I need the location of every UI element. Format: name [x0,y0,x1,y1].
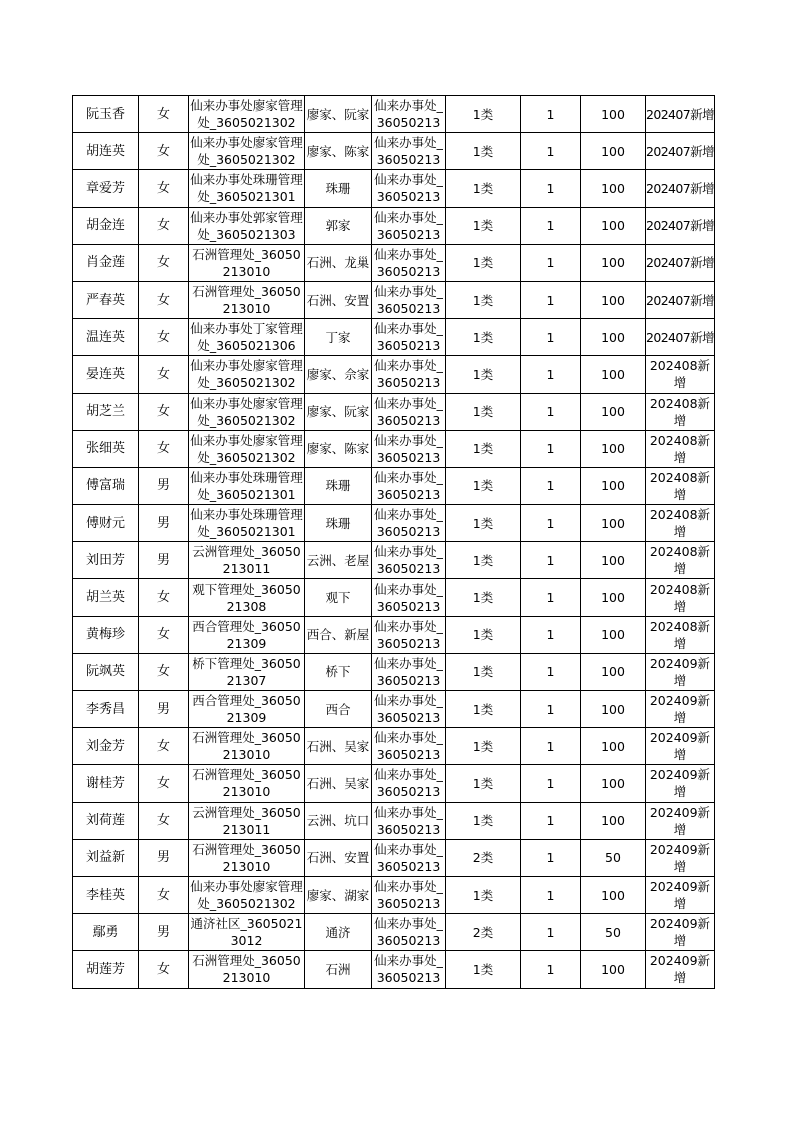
category-cell: 1类 [446,579,521,616]
office-cell: 仙来办事处_36050213 [372,653,446,690]
office-cell: 仙来办事处_36050213 [372,207,446,244]
amount-cell: 100 [581,244,646,281]
village-cell: 丁家 [305,319,372,356]
table-row [73,653,715,690]
management-unit-cell: 通济社区_36050213012 [189,914,305,951]
category-cell: 1类 [446,653,521,690]
count-cell: 1 [521,96,581,133]
gender-cell: 女 [139,393,189,430]
management-unit-cell: 石洲管理处_36050213010 [189,765,305,802]
table-row [73,914,715,951]
management-unit-cell: 石洲管理处_36050213010 [189,281,305,318]
village-cell: 西合、新屋 [305,616,372,653]
management-unit-cell: 云洲管理处_36050213011 [189,802,305,839]
management-unit-cell: 西合管理处_3605021309 [189,691,305,728]
table-row [73,505,715,542]
amount-cell: 50 [581,839,646,876]
category-cell: 1类 [446,170,521,207]
village-cell: 石洲、吴家 [305,728,372,765]
office-cell: 仙来办事处_36050213 [372,393,446,430]
gender-cell: 男 [139,505,189,542]
management-unit-cell: 石洲管理处_36050213010 [189,951,305,988]
table-row [73,133,715,170]
note-cell: 202408新增 [646,505,715,542]
office-cell: 仙来办事处_36050213 [372,542,446,579]
note-cell: 202408新增 [646,393,715,430]
gender-cell: 女 [139,579,189,616]
office-cell: 仙来办事处_36050213 [372,876,446,913]
gender-cell: 男 [139,542,189,579]
table-row [73,951,715,988]
management-unit-cell: 仙来办事处珠珊管理处_3605021301 [189,505,305,542]
amount-cell: 100 [581,802,646,839]
note-cell: 202407新增 [646,170,715,207]
gender-cell: 男 [139,914,189,951]
village-cell: 珠珊 [305,467,372,504]
count-cell: 1 [521,542,581,579]
management-unit-cell: 仙来办事处珠珊管理处_3605021301 [189,170,305,207]
gender-cell: 女 [139,244,189,281]
management-unit-cell: 仙来办事处廖家管理处_3605021302 [189,96,305,133]
table-row [73,207,715,244]
count-cell: 1 [521,914,581,951]
office-cell: 仙来办事处_36050213 [372,579,446,616]
name-cell: 胡连英 [73,133,139,170]
count-cell: 1 [521,356,581,393]
table-row [73,430,715,467]
office-cell: 仙来办事处_36050213 [372,616,446,653]
management-unit-cell: 仙来办事处廖家管理处_3605021302 [189,393,305,430]
table-row [73,467,715,504]
gender-cell: 女 [139,728,189,765]
table-row [73,244,715,281]
village-cell: 廖家、佘家 [305,356,372,393]
note-cell: 202408新增 [646,356,715,393]
village-cell: 观下 [305,579,372,616]
category-cell: 1类 [446,356,521,393]
gender-cell: 女 [139,96,189,133]
table-row [73,728,715,765]
count-cell: 1 [521,691,581,728]
amount-cell: 100 [581,96,646,133]
category-cell: 1类 [446,728,521,765]
name-cell: 黄梅珍 [73,616,139,653]
name-cell: 胡金连 [73,207,139,244]
amount-cell: 100 [581,170,646,207]
count-cell: 1 [521,430,581,467]
count-cell: 1 [521,839,581,876]
village-cell: 珠珊 [305,170,372,207]
category-cell: 2类 [446,839,521,876]
gender-cell: 女 [139,951,189,988]
village-cell: 通济 [305,914,372,951]
count-cell: 1 [521,876,581,913]
village-cell: 廖家、湖家 [305,876,372,913]
category-cell: 1类 [446,951,521,988]
village-cell: 珠珊 [305,505,372,542]
gender-cell: 男 [139,691,189,728]
count-cell: 1 [521,728,581,765]
office-cell: 仙来办事处_36050213 [372,914,446,951]
office-cell: 仙来办事处_36050213 [372,728,446,765]
table-row [73,319,715,356]
note-cell: 202409新增 [646,728,715,765]
gender-cell: 女 [139,430,189,467]
village-cell: 云洲、坑口 [305,802,372,839]
category-cell: 2类 [446,914,521,951]
note-cell: 202407新增 [646,207,715,244]
category-cell: 1类 [446,281,521,318]
management-unit-cell: 仙来办事处郭家管理处_3605021303 [189,207,305,244]
management-unit-cell: 石洲管理处_36050213010 [189,839,305,876]
table-row [73,356,715,393]
count-cell: 1 [521,281,581,318]
office-cell: 仙来办事处_36050213 [372,951,446,988]
gender-cell: 女 [139,765,189,802]
count-cell: 1 [521,765,581,802]
name-cell: 胡芝兰 [73,393,139,430]
amount-cell: 100 [581,207,646,244]
name-cell: 章爱芳 [73,170,139,207]
office-cell: 仙来办事处_36050213 [372,170,446,207]
amount-cell: 100 [581,542,646,579]
name-cell: 胡兰英 [73,579,139,616]
count-cell: 1 [521,616,581,653]
gender-cell: 女 [139,207,189,244]
note-cell: 202409新增 [646,653,715,690]
village-cell: 廖家、陈家 [305,133,372,170]
count-cell: 1 [521,244,581,281]
office-cell: 仙来办事处_36050213 [372,691,446,728]
village-cell: 石洲、安置 [305,839,372,876]
village-cell: 云洲、老屋 [305,542,372,579]
note-cell: 202409新增 [646,691,715,728]
note-cell: 202407新增 [646,281,715,318]
gender-cell: 女 [139,356,189,393]
name-cell: 张细英 [73,430,139,467]
management-unit-cell: 桥下管理处_3605021307 [189,653,305,690]
note-cell: 202408新增 [646,542,715,579]
village-cell: 石洲、吴家 [305,765,372,802]
name-cell: 刘金芳 [73,728,139,765]
amount-cell: 100 [581,728,646,765]
table-row [73,876,715,913]
category-cell: 1类 [446,467,521,504]
note-cell: 202409新增 [646,914,715,951]
table-row [73,802,715,839]
count-cell: 1 [521,802,581,839]
village-cell: 石洲、龙巢 [305,244,372,281]
table-row [73,839,715,876]
count-cell: 1 [521,133,581,170]
note-cell: 202407新增 [646,133,715,170]
gender-cell: 女 [139,133,189,170]
management-unit-cell: 仙来办事处廖家管理处_3605021302 [189,430,305,467]
management-unit-cell: 观下管理处_3605021308 [189,579,305,616]
table-row [73,281,715,318]
table-row [73,542,715,579]
category-cell: 1类 [446,319,521,356]
gender-cell: 女 [139,802,189,839]
amount-cell: 100 [581,579,646,616]
records-table-body [73,96,715,989]
count-cell: 1 [521,393,581,430]
amount-cell: 100 [581,281,646,318]
amount-cell: 100 [581,133,646,170]
name-cell: 阮飒英 [73,653,139,690]
management-unit-cell: 仙来办事处廖家管理处_3605021302 [189,133,305,170]
village-cell: 桥下 [305,653,372,690]
category-cell: 1类 [446,505,521,542]
records-table [72,95,715,989]
note-cell: 202408新增 [646,430,715,467]
management-unit-cell: 仙来办事处廖家管理处_3605021302 [189,356,305,393]
count-cell: 1 [521,505,581,542]
amount-cell: 100 [581,505,646,542]
name-cell: 严春英 [73,281,139,318]
amount-cell: 50 [581,914,646,951]
gender-cell: 女 [139,876,189,913]
village-cell: 廖家、陈家 [305,430,372,467]
village-cell: 廖家、阮家 [305,96,372,133]
note-cell: 202408新增 [646,467,715,504]
amount-cell: 100 [581,765,646,802]
office-cell: 仙来办事处_36050213 [372,765,446,802]
gender-cell: 女 [139,653,189,690]
count-cell: 1 [521,579,581,616]
note-cell: 202408新增 [646,616,715,653]
category-cell: 1类 [446,244,521,281]
gender-cell: 女 [139,616,189,653]
office-cell: 仙来办事处_36050213 [372,505,446,542]
name-cell: 李桂英 [73,876,139,913]
gender-cell: 男 [139,467,189,504]
note-cell: 202409新增 [646,802,715,839]
note-cell: 202409新增 [646,839,715,876]
gender-cell: 女 [139,281,189,318]
office-cell: 仙来办事处_36050213 [372,356,446,393]
amount-cell: 100 [581,876,646,913]
name-cell: 刘田芳 [73,542,139,579]
category-cell: 1类 [446,430,521,467]
office-cell: 仙来办事处_36050213 [372,802,446,839]
amount-cell: 100 [581,319,646,356]
name-cell: 刘荷莲 [73,802,139,839]
table-row [73,616,715,653]
name-cell: 刘益新 [73,839,139,876]
category-cell: 1类 [446,207,521,244]
count-cell: 1 [521,170,581,207]
category-cell: 1类 [446,765,521,802]
amount-cell: 100 [581,653,646,690]
table-row [73,579,715,616]
amount-cell: 100 [581,951,646,988]
gender-cell: 女 [139,170,189,207]
name-cell: 鄢勇 [73,914,139,951]
management-unit-cell: 西合管理处_3605021309 [189,616,305,653]
count-cell: 1 [521,319,581,356]
office-cell: 仙来办事处_36050213 [372,96,446,133]
count-cell: 1 [521,467,581,504]
office-cell: 仙来办事处_36050213 [372,133,446,170]
office-cell: 仙来办事处_36050213 [372,430,446,467]
name-cell: 晏连英 [73,356,139,393]
office-cell: 仙来办事处_36050213 [372,839,446,876]
amount-cell: 100 [581,356,646,393]
amount-cell: 100 [581,616,646,653]
office-cell: 仙来办事处_36050213 [372,467,446,504]
table-row [73,691,715,728]
village-cell: 石洲 [305,951,372,988]
note-cell: 202407新增 [646,96,715,133]
management-unit-cell: 仙来办事处廖家管理处_3605021302 [189,876,305,913]
category-cell: 1类 [446,96,521,133]
category-cell: 1类 [446,542,521,579]
village-cell: 郭家 [305,207,372,244]
name-cell: 傅财元 [73,505,139,542]
note-cell: 202408新增 [646,579,715,616]
management-unit-cell: 云洲管理处_36050213011 [189,542,305,579]
amount-cell: 100 [581,467,646,504]
table-row [73,393,715,430]
management-unit-cell: 石洲管理处_36050213010 [189,244,305,281]
office-cell: 仙来办事处_36050213 [372,281,446,318]
count-cell: 1 [521,653,581,690]
name-cell: 谢桂芳 [73,765,139,802]
count-cell: 1 [521,951,581,988]
category-cell: 1类 [446,691,521,728]
category-cell: 1类 [446,133,521,170]
village-cell: 石洲、安置 [305,281,372,318]
village-cell: 西合 [305,691,372,728]
table-row [73,765,715,802]
note-cell: 202407新增 [646,319,715,356]
category-cell: 1类 [446,616,521,653]
office-cell: 仙来办事处_36050213 [372,319,446,356]
table-row [73,170,715,207]
name-cell: 李秀昌 [73,691,139,728]
count-cell: 1 [521,207,581,244]
name-cell: 傅富瑞 [73,467,139,504]
management-unit-cell: 仙来办事处珠珊管理处_3605021301 [189,467,305,504]
gender-cell: 女 [139,319,189,356]
amount-cell: 100 [581,691,646,728]
management-unit-cell: 仙来办事处丁家管理处_3605021306 [189,319,305,356]
category-cell: 1类 [446,802,521,839]
name-cell: 肖金莲 [73,244,139,281]
name-cell: 胡莲芳 [73,951,139,988]
note-cell: 202407新增 [646,244,715,281]
gender-cell: 男 [139,839,189,876]
name-cell: 温连英 [73,319,139,356]
note-cell: 202409新增 [646,876,715,913]
category-cell: 1类 [446,393,521,430]
management-unit-cell: 石洲管理处_36050213010 [189,728,305,765]
village-cell: 廖家、阮家 [305,393,372,430]
amount-cell: 100 [581,393,646,430]
office-cell: 仙来办事处_36050213 [372,244,446,281]
amount-cell: 100 [581,430,646,467]
note-cell: 202409新增 [646,765,715,802]
name-cell: 阮玉香 [73,96,139,133]
category-cell: 1类 [446,876,521,913]
note-cell: 202409新增 [646,951,715,988]
table-row [73,96,715,133]
